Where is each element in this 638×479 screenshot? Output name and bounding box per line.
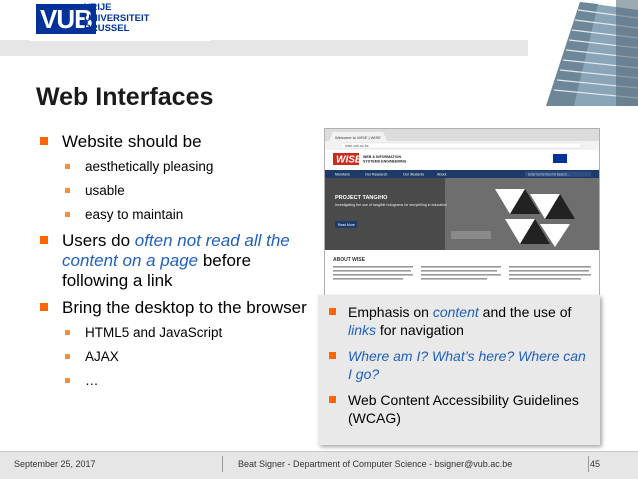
callout-item-questions: Where am I? What’s here? Where can I go?	[326, 347, 592, 383]
read-more-label: Read More	[338, 223, 355, 227]
site-search-placeholder: Enter terms then hit Search...	[528, 172, 570, 177]
sub-bullet: AJAX	[38, 349, 318, 365]
building-image	[528, 0, 638, 106]
bullet-square-icon	[40, 236, 48, 244]
bullet-square-icon	[65, 164, 70, 169]
hero-title: PROJECT TANGIHO	[335, 195, 388, 201]
footer-date: September 25, 2017	[14, 459, 96, 469]
bullet-square-icon	[329, 308, 336, 315]
sub-bullet: easy to maintain	[38, 207, 318, 223]
brand-line-1: WEB & INFORMATION	[363, 155, 402, 159]
device-shape	[451, 231, 491, 239]
bullet-list	[38, 132, 318, 397]
bullet-square-icon	[65, 354, 70, 359]
website-screenshot	[324, 128, 600, 296]
sub-bullet: aesthetically pleasing	[38, 159, 318, 175]
hero-text: Investigating the use of tangible holograms for storytelling in education	[335, 203, 448, 207]
callout-item-content: Emphasis on content and the use of links for navigation	[326, 303, 592, 339]
footer-separator	[588, 456, 589, 472]
callout-item-wcag: Web Content Accessibility Guidelines (WCAG)	[326, 391, 592, 427]
bullet-square-icon	[329, 352, 336, 359]
footer-author: Beat Signer - Department of Computer Science - bsigner@vub.ac.be	[238, 459, 513, 469]
bullet-square-icon	[65, 188, 70, 193]
address-bar[interactable]	[341, 143, 581, 148]
footer-separator	[222, 456, 223, 472]
about-section	[325, 250, 600, 296]
vub-logo: VUB	[36, 4, 96, 34]
nav-item[interactable]: Members	[335, 172, 350, 177]
bullet-square-icon	[40, 303, 48, 311]
bullet-desktop: Bring the desktop to the browser	[38, 298, 318, 318]
vub-mini-mark	[553, 154, 567, 163]
slide-footer	[0, 451, 638, 479]
nav-item[interactable]: Our Research	[365, 172, 388, 177]
brand-line-2: SYSTEMS ENGINEERING	[363, 159, 407, 164]
nav-item[interactable]: About	[437, 172, 447, 177]
wise-logo-text: WISE	[336, 154, 362, 166]
bullet-website: Website should be	[38, 132, 318, 152]
bullet-square-icon	[40, 137, 48, 145]
bullet-square-icon	[65, 378, 70, 383]
browser-tab-title: Welcome to WISE | WISE	[335, 135, 381, 140]
sub-bullet: usable	[38, 183, 318, 199]
bullet-square-icon	[65, 330, 70, 335]
slide-title: Web Interfaces	[36, 83, 214, 111]
sub-bullet: …	[38, 373, 318, 389]
nav-item[interactable]: Our Students	[403, 172, 425, 177]
university-name: VRIJE UNIVERSITEIT BRUSSEL	[84, 2, 150, 34]
page-number: 45	[589, 459, 600, 469]
bullet-square-icon	[329, 396, 336, 403]
bullet-users: Users do often not read all the content on a page before following a link	[38, 231, 318, 291]
about-title: ABOUT WISE	[333, 257, 365, 263]
bullet-square-icon	[65, 212, 70, 217]
sub-bullet: HTML5 and JavaScript	[38, 325, 318, 341]
address-text: wise.vub.ac.be	[345, 144, 369, 148]
callout-box	[318, 295, 600, 445]
